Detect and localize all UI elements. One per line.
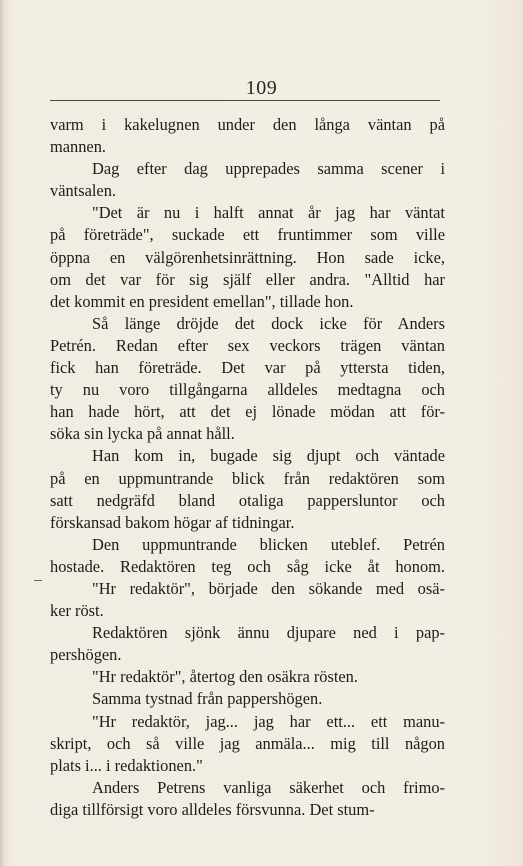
text-line: Petrén. Redan efter sex veckors trägen väntan [50, 335, 445, 355]
text-line: skript, och så ville jag anmäla... mig till någon [50, 733, 445, 753]
margin-mark [34, 580, 42, 581]
text-line: "Hr redaktör", återtog den osäkra rösten. [92, 667, 358, 687]
body-text [50, 114, 445, 821]
text-line: det kommit en president emellan", tillade hon. [50, 291, 354, 311]
text-line: om det var för sig själf eller andra. "Alltid har [50, 269, 445, 289]
text-line: Dag efter dag upprepades samma scener i [92, 159, 445, 179]
text-line: Så länge dröjde det dock icke för Anders [92, 313, 445, 333]
text-line: Samma tystnad från pappershögen. [92, 689, 323, 709]
text-line: hostade. Redaktören teg och såg icke åt honom. [50, 556, 445, 576]
text-line: "Hr redaktör, jag... jag har ett... ett manu- [92, 711, 445, 731]
text-line: fick han företräde. Det var på yttersta tiden, [50, 358, 445, 378]
header-rule [50, 100, 440, 101]
text-line: mannen. [50, 137, 106, 157]
page-number: 109 [245, 77, 278, 99]
text-line: ty nu voro tillgångarna alldeles medtagna och [50, 380, 445, 400]
text-line: "Det är nu i halft annat år jag har väntat [92, 203, 445, 223]
text-line: förskansad bakom högar af tidningar. [50, 512, 295, 532]
text-line: Anders Petrens vanliga säkerhet och frimo- [92, 777, 445, 797]
text-line: "Hr redaktör", började den sökande med osä- [92, 578, 445, 598]
text-line: plats i... i redaktionen." [50, 755, 203, 775]
text-line: öppna en välgörenhetsinrättning. Hon sade icke, [50, 247, 445, 267]
text-line: på en uppmuntrande blick från redaktören som [50, 468, 445, 488]
text-line: ker röst. [50, 601, 104, 621]
page-spine-edge [0, 0, 4, 866]
text-line: Han kom in, bugade sig djupt och väntade [92, 446, 445, 466]
text-line: Den uppmuntrande blicken uteblef. Petrén [92, 534, 445, 554]
text-line: varm i kakelugnen under den långa väntan på [50, 115, 445, 134]
text-line: på företräde", suckade ett fruntimmer som ville [50, 225, 445, 245]
text-line: söka sin lycka på annat håll. [50, 424, 235, 444]
text-line: satt nedgräfd bland otaliga pappersluntor och [50, 490, 445, 510]
text-line: Redaktören sjönk ännu djupare ned i pap- [92, 623, 445, 643]
text-line: väntsalen. [50, 181, 116, 201]
text-line: diga tillförsigt voro alldeles försvunna. Det stum- [50, 799, 375, 819]
text-line: han hade hört, att det ej lönade mödan att för- [50, 402, 445, 422]
text-line: pershögen. [50, 645, 122, 665]
